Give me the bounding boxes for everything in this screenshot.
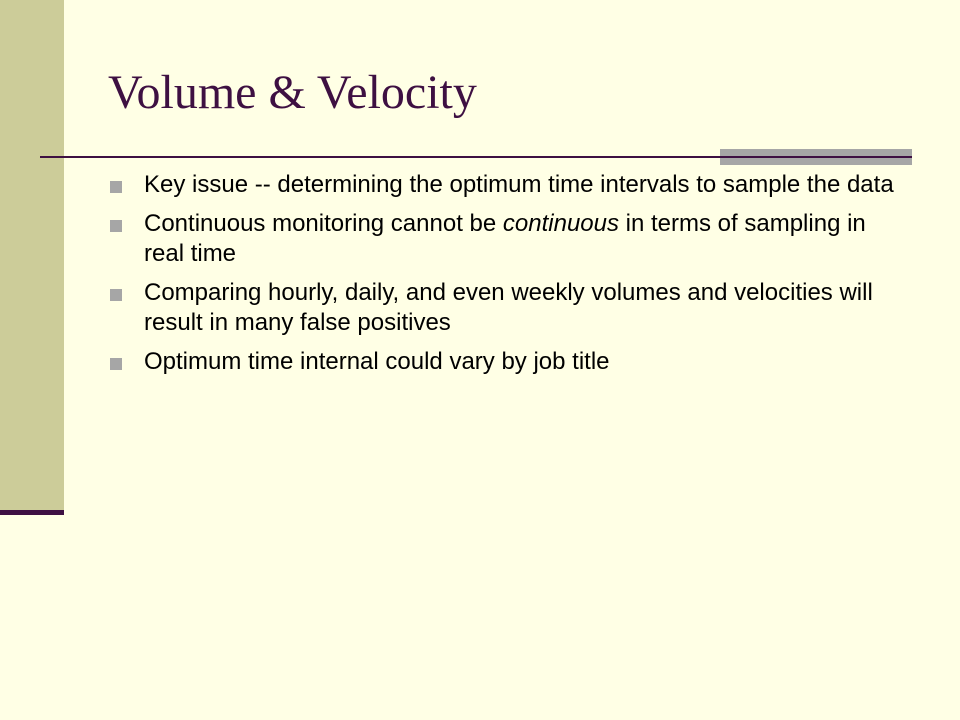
- bullet-item: [108, 170, 908, 200]
- square-bullet-icon: [110, 181, 122, 193]
- bullet-text: Key issue -- determining the optimum time intervals to sample the data: [144, 171, 894, 198]
- square-bullet-icon: [110, 220, 122, 232]
- bullet-text-part: Continuous monitoring cannot be: [144, 210, 503, 237]
- bullet-list: [108, 170, 908, 386]
- bullet-text: Comparing hourly, daily, and even weekly volumes and velocities will result in many false positives: [144, 279, 873, 336]
- left-decorative-band: [0, 0, 64, 512]
- bullet-item: [108, 347, 908, 377]
- bullet-item: [108, 278, 908, 338]
- bullet-text-part: in terms of sampling in real time: [144, 210, 866, 267]
- title-divider-accent-bottom: [720, 158, 912, 165]
- bullet-emphasis: continuous: [502, 210, 619, 237]
- slide-title: Volume & Velocity: [108, 66, 477, 119]
- bullet-text: [144, 210, 866, 267]
- square-bullet-icon: [110, 358, 122, 370]
- title-divider-accent-top: [720, 149, 912, 156]
- left-band-underline: [0, 510, 64, 515]
- bullet-text: Optimum time internal could vary by job title: [144, 348, 610, 375]
- bullet-item: [108, 209, 908, 269]
- square-bullet-icon: [110, 289, 122, 301]
